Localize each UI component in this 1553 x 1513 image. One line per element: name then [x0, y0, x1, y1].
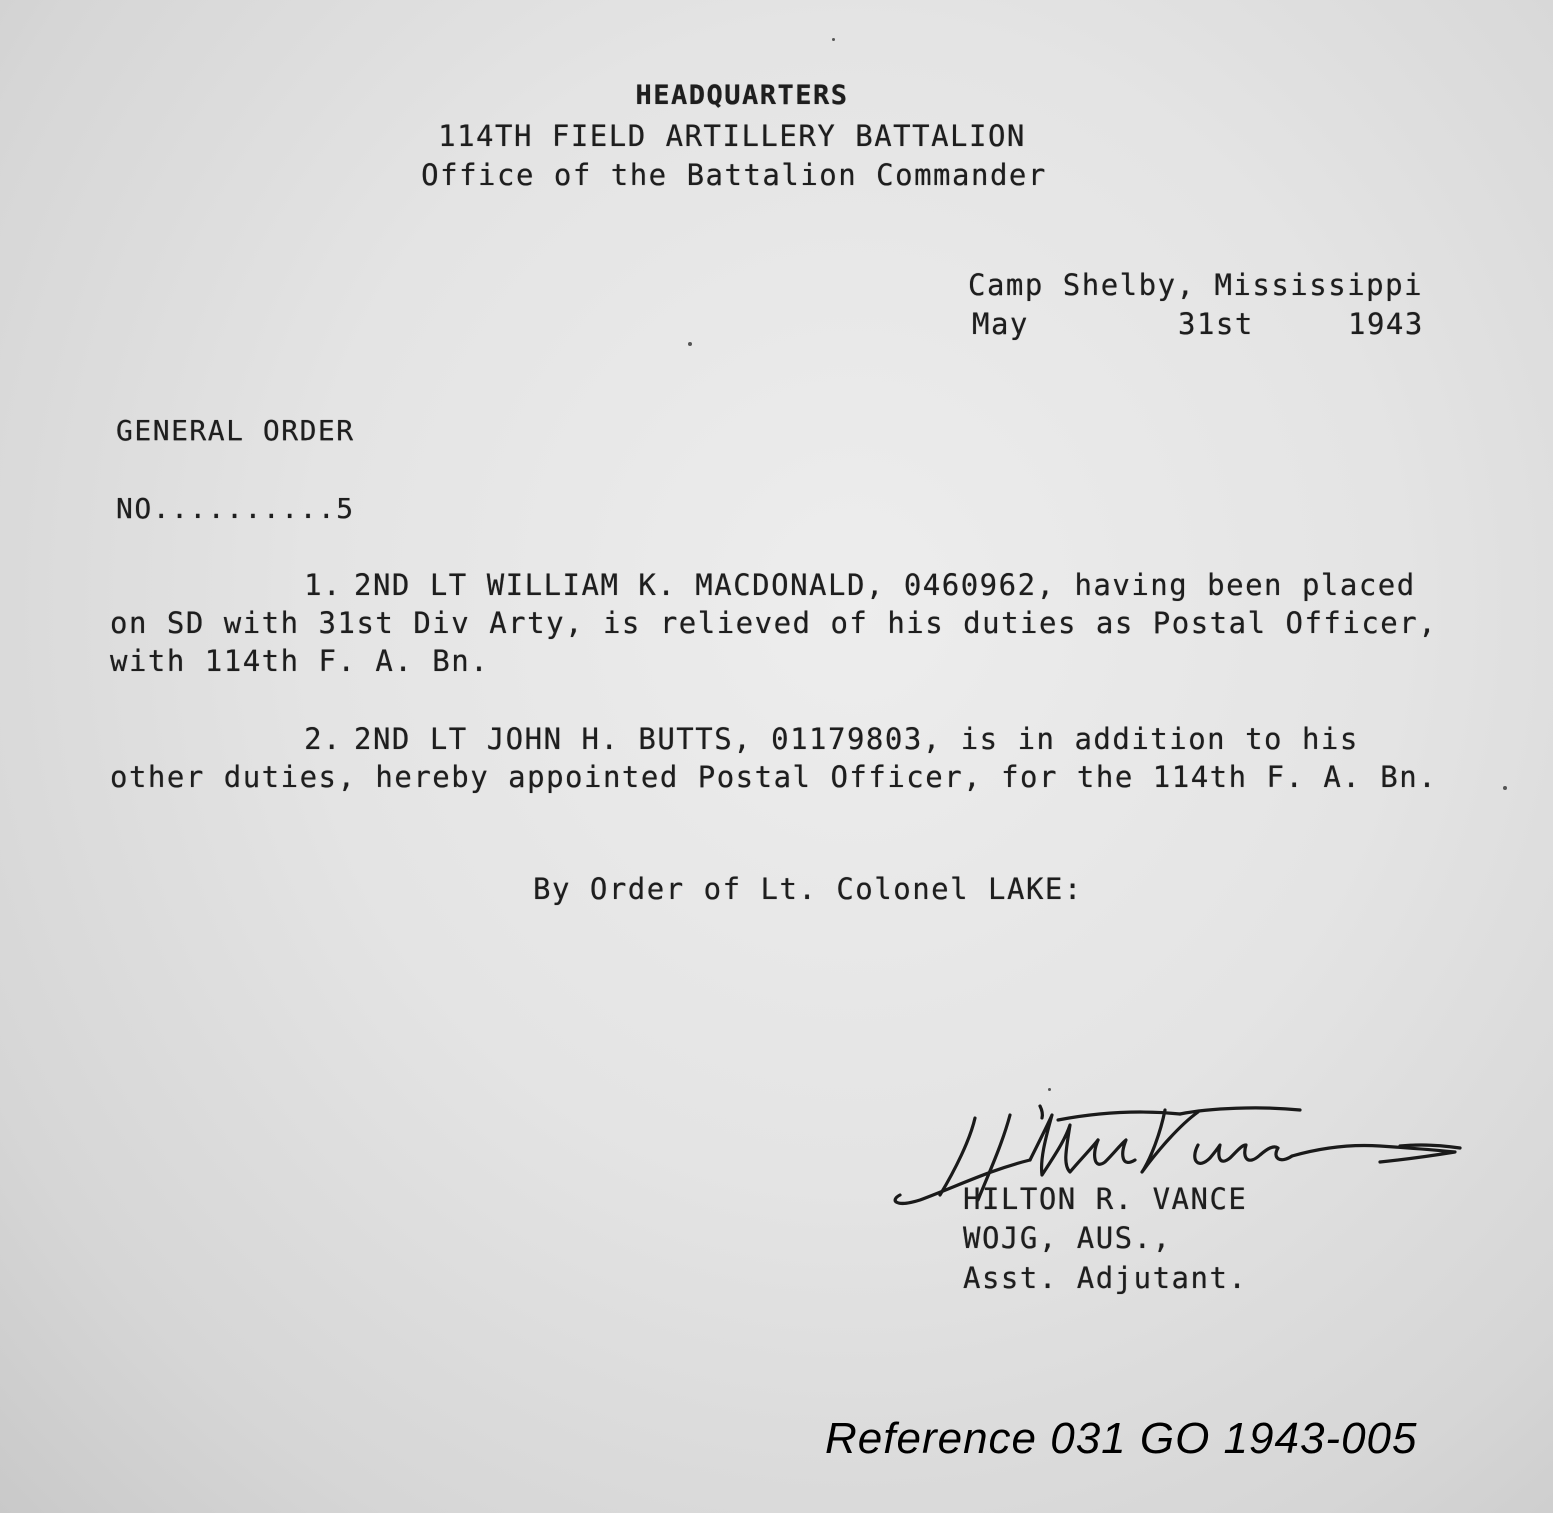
signatory-title: Asst. Adjutant.: [963, 1261, 1248, 1295]
reference-caption: Reference 031 GO 1943-005: [825, 1414, 1418, 1463]
signatory-rank: WOJG, AUS.,: [963, 1221, 1172, 1255]
authority-line: By Order of Lt. Colonel LAKE:: [533, 872, 1083, 906]
order-title: GENERAL ORDER: [116, 414, 355, 447]
paragraph-1: [110, 566, 1470, 680]
date-day: 31st: [1178, 307, 1254, 341]
signatory-name: HILTON R. VANCE: [963, 1182, 1248, 1216]
paper-speck: [832, 38, 835, 41]
header-battalion: 114TH FIELD ARTILLERY BATTALION: [438, 119, 1026, 153]
order-number: NO..........5: [116, 492, 355, 525]
paragraph-2-number: 2.: [304, 722, 342, 756]
paragraph-2: [110, 720, 1470, 796]
location-place: Camp Shelby, Mississippi: [968, 268, 1424, 302]
date-month: May: [972, 307, 1029, 341]
header-office: Office of the Battalion Commander: [421, 158, 1047, 192]
paragraph-1-number: 1.: [304, 568, 342, 602]
paper-speck: [1048, 1088, 1051, 1091]
paper-speck: [688, 342, 692, 346]
header-headquarters: HEADQUARTERS: [635, 80, 849, 111]
paragraph-2-text: 2ND LT JOHN H. BUTTS, 01179803, is in addition to his other duties, hereby appointed Postal Officer, for the 114th F. A. Bn.: [110, 722, 1438, 794]
paper-speck: [1503, 786, 1507, 790]
paragraph-1-text: 2ND LT WILLIAM K. MACDONALD, 0460962, having been placed on SD with 31st Div Arty, is relieved of his duties as Postal Officer, with 114th F. A. Bn.: [110, 568, 1438, 678]
date-year: 1943: [1348, 307, 1424, 341]
